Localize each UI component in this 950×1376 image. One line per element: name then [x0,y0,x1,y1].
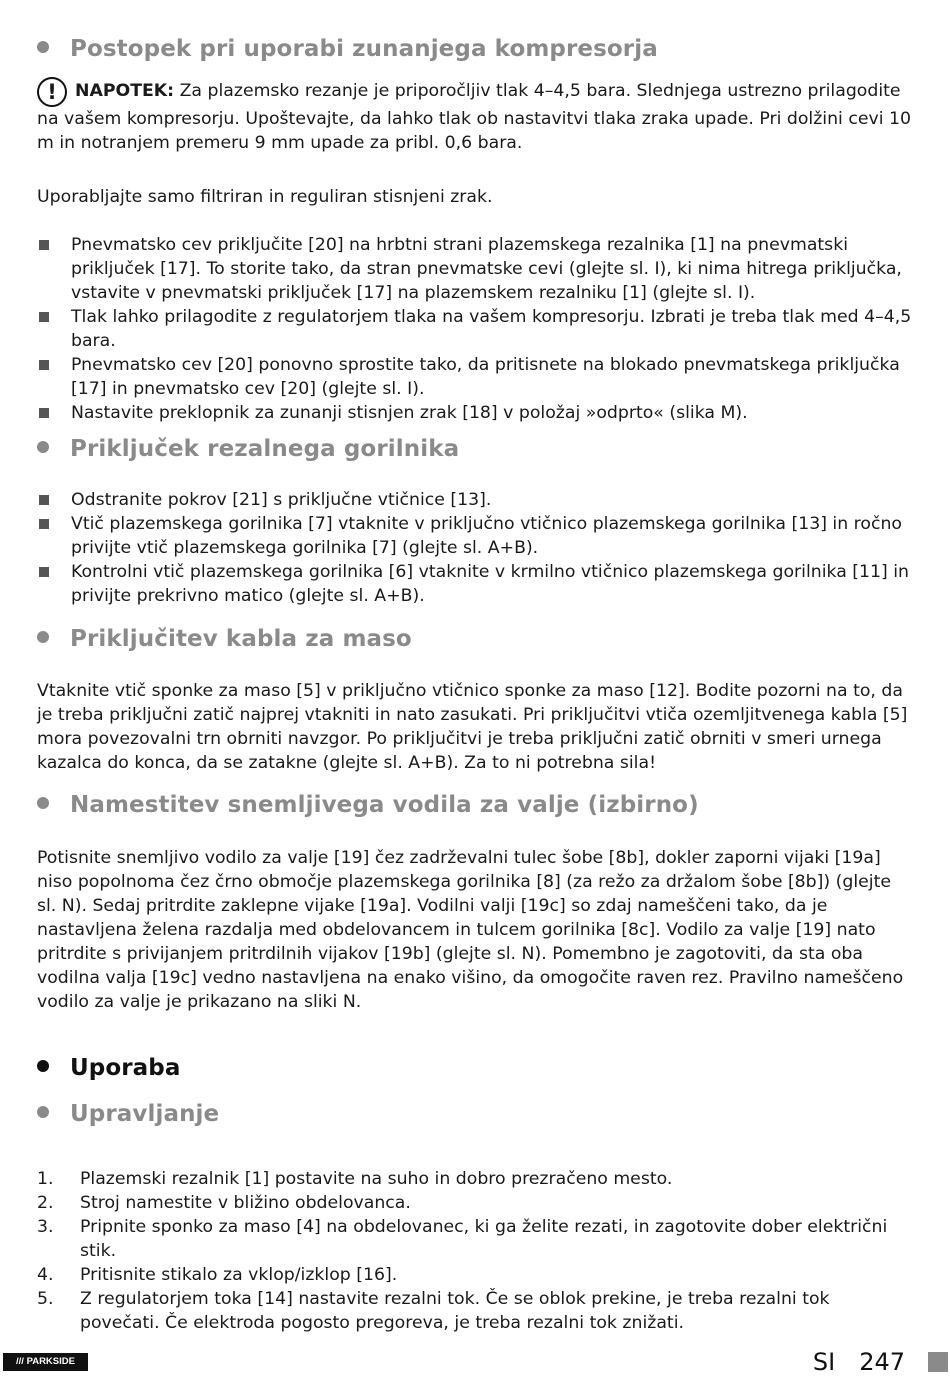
section-heading-guide: Namestitev snemljivega vodila za valje (izbirno) [37,792,699,818]
note-block [37,77,912,155]
compressor-intro: Uporabljajte samo filtriran in reguliran stisnjeni zrak. [37,187,493,207]
bullet-square [39,519,49,529]
list-item: Odstranite pokrov [21] s priključne vtičnice [13]. [37,488,912,512]
compressor-list [37,233,912,425]
list-item: 3. Pripnite sponko za maso [4] na obdelovanec, ki ga želite rezati, in zagotovite dober električni stik. [37,1217,888,1261]
operation-steps [37,1167,912,1335]
bullet-square [39,240,49,250]
list-item: Tlak lahko prilagodite z regulatorjem tlaka na vašem kompresorju. Izbrati je treba tlak med 4–4,5 bara. [37,305,912,353]
ground-text: Vtaknite vtič sponke za maso [5] v priključno vtičnico sponke za maso [12]. Bodite pozorni na to, da je treba priključni zatič najprej vtakniti in nato zasukati. Pri priključitvi vtiča ozemljitvenega kabla [5] mora povezovalni trn obrniti navzgor. Po priključitvi je treba priključni zatič obrniti v smeri urnega kazalca do konca, da se zatakne (glejte sl. A+B). Za to ni potrebna sila! [37,681,908,773]
bullet-dot [37,441,49,453]
list-item: 2. Stroj namestite v bližino obdelovanca. [37,1193,411,1213]
bullet-square [39,312,49,322]
section-heading-torch: Priključek rezalnega gorilnika [37,436,459,462]
bullet-square [39,495,49,505]
guide-text: Potisnite snemljivo vodilo za valje [19] čez zadrževalni tulec šobe [8b], dokler zaporni vijaki [19a] niso popolnoma čez črno območje plazemskega gorilnika [8] (za režo za držalom šobe [8b]) (glejte sl. N). Sedaj pritrdite zaklepne vijake [19a]. Vodilni valji [19c] so zdaj nameščeni tako, da je nastavljena želena razdalja med obdelovancem in tulcem gorilnika [8c]. Vodilo za valje [19] nato pritrdite s privijanjem pritrdilnih vijakov [19b] (glejte sl. N). Pomembno je zagotoviti, da sta oba vodilna valja [19c] vedno nastavljena na enako višino, da omogočite raven rez. Pravilno nameščeno vodilo za valje je prikazano na sliki N. [37,848,904,1012]
language-code: SI [812,1348,836,1376]
torch-list [37,488,912,608]
bullet-square [39,408,49,418]
list-item: Pnevmatsko cev priključite [20] na hrbtni strani plazemskega rezalnika [1] na pnevmatski priključek [17]. To storite tako, da stran pnevmatske cevi (glejte sl. I), ki nima hitrega priključka, vstavite v pnevmatski priključek [17] na plazemskem rezalniku [1] (glejte sl. I). [37,233,912,305]
list-item: 5. Z regulatorjem toka [14] nastavite rezalni tok. Če se oblok prekine, je treba rezalni tok povečati. Če elektroda pogosto pregoreva, je treba rezalni tok znižati. [37,1289,830,1333]
exclamation-icon: ! [37,77,67,107]
list-item: 4. Pritisnite stikalo za vklop/izklop [16]. [37,1265,398,1285]
bullet-dot [37,41,49,53]
bullet-square [39,567,49,577]
bullet-dot [37,1106,49,1118]
list-item: 1. Plazemski rezalnik [1] postavite na suho in dobro prezračeno mesto. [37,1169,673,1189]
section-heading-usage: Uporaba [37,1055,181,1081]
section-heading-operation: Upravljanje [37,1101,219,1127]
brand-logo: /// PARKSIDE [3,1353,88,1371]
bullet-dot [37,797,49,809]
section-tab-marker [928,1352,948,1372]
bullet-dot [37,631,49,643]
page-number-value: 247 [859,1348,905,1376]
bullet-dot [37,1060,49,1072]
list-item: Pnevmatsko cev [20] ponovno sprostite tako, da pritisnete na blokado pnevmatskega priključka [17] in pnevmatsko cev [20] (glejte sl. I). [37,353,912,401]
section-heading-compressor: Postopek pri uporabi zunanjega kompresorja [37,36,658,62]
page-number [813,1348,905,1376]
list-item: Vtič plazemskega gorilnika [7] vtaknite v priključno vtičnico plazemskega gorilnika [13] in ročno privijte vtič plazemskega gorilnika [7] (glejte sl. A+B). [37,512,912,560]
note-label: NAPOTEK: [75,81,175,101]
section-heading-ground: Priključitev kabla za maso [37,626,412,652]
list-item: Nastavite preklopnik za zunanji stisnjen zrak [18] v položaj »odprto« (slika M). [37,401,912,425]
note-text: Za plazemsko rezanje je priporočljiv tlak 4–4,5 bara. Slednjega ustrezno prilagodite na vašem kompresorju. Upoštevajte, da lahko tlak ob nastavitvi tlaka zraka upade. Pri dolžini cevi 10 m in notranjem premeru 9 mm upade za pribl. 0,6 bara. [37,81,912,153]
list-item: Kontrolni vtič plazemskega gorilnika [6] vtaknite v krmilno vtičnico plazemskega gorilnika [11] in privijte prekrivno matico (glejte sl. A+B). [37,560,912,608]
bullet-square [39,360,49,370]
